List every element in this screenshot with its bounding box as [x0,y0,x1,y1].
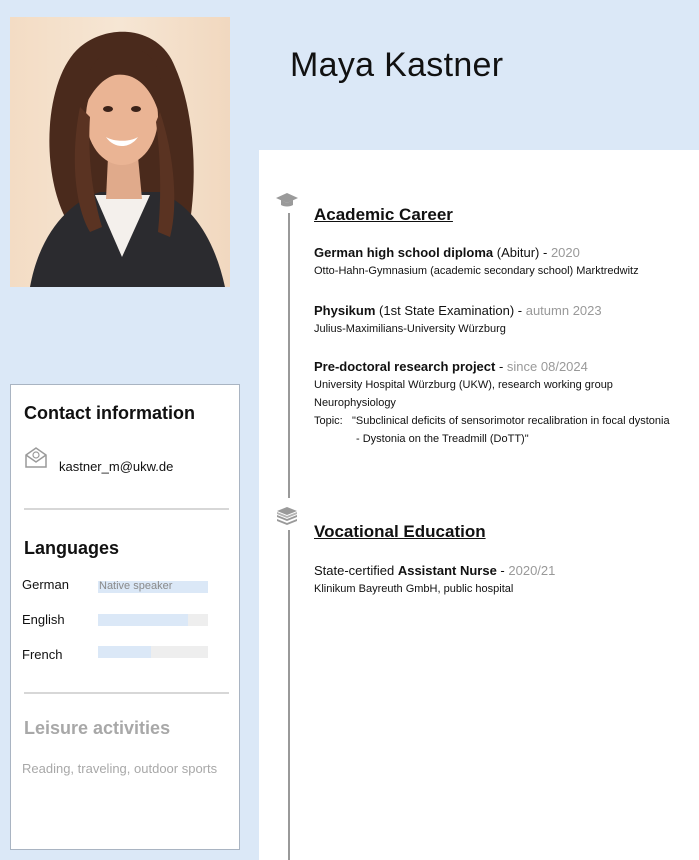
contact-heading: Contact information [24,403,195,423]
entry-date: 2020 [550,245,580,260]
sidebar-card [10,384,240,850]
languages-heading: Languages [24,538,120,558]
profile-photo [10,17,230,287]
entry-institution: Klinikum Bayreuth GmbH, public hospital [314,583,514,595]
topic-label: Topic: [314,415,343,427]
language-level-bar [98,646,208,658]
entry-institution: University Hospital Würzburg (UKW), research working group [314,379,613,391]
language-level-note: Native speaker [99,580,173,592]
entry-title: Physikum [314,303,376,318]
entry-separator: - [539,245,551,260]
timeline-line [288,530,290,860]
entry-title: German high school diploma [314,245,494,260]
person-name: Maya Kastner [290,46,504,84]
email-icon [24,445,48,469]
graduation-cap-icon [275,189,299,213]
vocational-entry [314,562,694,598]
entry-subtitle: (Abitur) [493,245,540,260]
entry-date: since 08/2024 [506,359,588,374]
entry-institution: Julius-Maximilians-University Würzburg [314,323,506,335]
academic-entry [314,358,694,448]
entry-topic [314,412,694,430]
entry-separator: - [495,359,507,374]
entry-date: autumn 2023 [525,303,602,318]
timeline-line [288,208,290,498]
entry-subtitle: (1st State Examination) [375,303,515,318]
divider [24,692,229,694]
language-level-bar [98,581,208,593]
language-level-fill [98,646,151,658]
entry-title: Pre-doctoral research project [314,359,496,374]
entry-institution: Neurophysiology [314,397,396,409]
email-link[interactable]: kastner_m@ukw.de [59,459,174,474]
entry-title: Assistant Nurse [397,563,497,578]
leisure-heading: Leisure activities [24,718,171,738]
entry-topic [314,430,694,448]
divider [24,508,229,510]
section-title-academic: Academic Career [314,205,453,224]
language-label: German [22,577,69,592]
language-label: French [22,647,63,662]
leisure-text: Reading, traveling, outdoor sports [22,761,218,776]
topic-text: - Dystonia on the Treadmill (DoTT)" [356,433,529,445]
academic-entry [314,302,694,338]
entry-date: 2020/21 [508,563,556,578]
entry-separator: - [514,303,526,318]
entry-prefix: State-certified [314,563,398,578]
entry-institution: Otto-Hahn-Gymnasium (academic secondary school) Marktredwitz [314,265,639,277]
section-title-vocational: Vocational Education [314,522,486,541]
topic-text: "Subclinical deficits of sensorimotor recalibration in focal dystonia [352,415,670,427]
language-level-fill [98,614,188,626]
academic-entry [314,244,694,280]
language-label: English [22,612,65,627]
books-stack-icon [275,503,299,527]
language-level-bar [98,614,208,626]
entry-separator: - [496,563,509,578]
